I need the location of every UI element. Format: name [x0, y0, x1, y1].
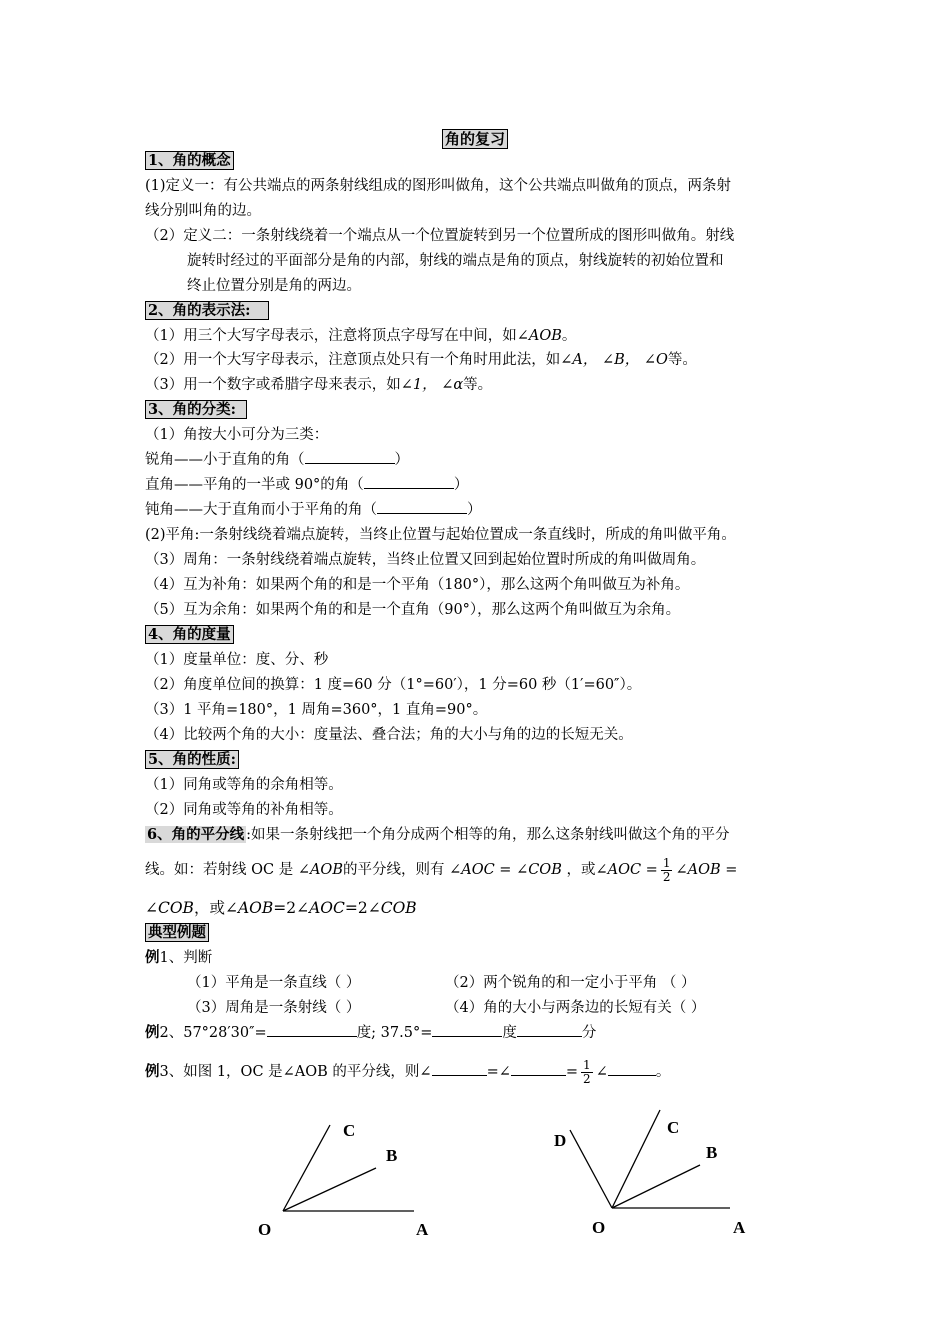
example-1: 例1、判断 — [145, 949, 213, 966]
s3-acute: 锐角——小于直角的角（ ） — [145, 452, 409, 468]
s3-line5: （5）互为余角：如果两个角的和是一个直角（90°），那么这两个角叫做互为余角。 — [145, 602, 681, 618]
s2-line1: （1）用三个大写字母表示，注意将顶点字母写在中间，如∠AOB。 — [145, 328, 577, 344]
fig1-label-o: O — [258, 1220, 272, 1239]
section-2-heading: 2、角的表示法: — [145, 301, 269, 321]
s1-def1-line2: 线分别叫角的边。 — [145, 203, 261, 219]
s2-line3: （3）用一个数字或希腊字母来表示，如∠1， ∠α等。 — [145, 377, 493, 393]
ex1-q2: （2）两个锐角的和一定小于平角 （ ） — [445, 975, 696, 991]
s6-line3: ∠COB，或∠AOB=2∠AOC=2∠COB — [145, 899, 417, 917]
s5-line1: （1）同角或等角的余角相等。 — [145, 777, 343, 793]
example-2: 例2、57°28′30″= 度; 37.5°= 度 分 — [145, 1024, 597, 1041]
examples-heading: 典型例题 — [145, 923, 209, 943]
s3-obtuse: 钝角——大于直角而小于平角的角（ ） — [145, 502, 482, 518]
fig1-label-a: A — [416, 1220, 429, 1239]
s1-def2-line3: 终止位置分别是角的两边。 — [187, 278, 361, 294]
s1-def2-line2: 旋转时经过的平面部分是角的内部，射线的端点是角的顶点，射线旋转的初始位置和 — [187, 253, 724, 269]
fig2-label-b: B — [706, 1143, 718, 1162]
section-5-heading: 5、角的性质: — [145, 750, 239, 770]
s5-line2: （2）同角或等角的补角相等。 — [145, 802, 343, 818]
s3-line3: （3）周角：一条射线绕着端点旋转，当终止位置又回到起始位置时所成的角叫做周角。 — [145, 552, 706, 568]
section-4-heading: 4、角的度量 — [145, 625, 234, 645]
s1-def1-line1: (1)定义一：有公共端点的两条射线组成的图形叫做角，这个公共端点叫做角的顶点，两条射 — [145, 178, 732, 194]
s6-line2: 线。如：若射线 OC 是 ∠AOB的平分线，则有 ∠AOC = ∠COB ，或∠AOC = $\frac{1}{2}$ ∠AOB = — [145, 855, 738, 884]
s2-line2: （2）用一个大写字母表示，注意顶点处只有一个角时用此法，如∠A， ∠B， ∠O等。 — [145, 352, 697, 368]
section-1-heading: 1、角的概念 — [145, 151, 234, 171]
example-3: 例3、如图 1，OC 是∠AOB 的平分线，则∠ =∠ = $\frac{1}{2}$ ∠ 。 — [145, 1057, 671, 1086]
document-title: 角的复习 — [0, 128, 950, 149]
ex3-one-half-fraction: $\frac{1}{2}$ — [583, 1057, 591, 1086]
fig2-ray-od — [570, 1130, 612, 1208]
fig1-label-b: B — [386, 1146, 398, 1165]
fig2-label-c: C — [667, 1118, 680, 1137]
section-3-heading: 3、角的分类: — [145, 400, 247, 420]
fig1-ray-ob — [283, 1168, 376, 1211]
s4-line2: （2）角度单位间的换算：1 度=60 分（1°=60′），1 分=60 秒（1′=60″）。 — [145, 677, 642, 693]
ex1-q3: （3）周角是一条射线（ ） — [187, 1000, 361, 1016]
fig2-label-o: O — [592, 1218, 606, 1237]
s3-line2: (2)平角:一条射线绕着端点旋转，当终止位置与起始位置成一条直线时，所成的角叫做平角。 — [145, 527, 736, 543]
ex1-q1: （1）平角是一条直线（ ） — [187, 975, 361, 991]
s1-def2-line1: （2）定义二：一条射线绕着一个端点从一个位置旋转到另一个位置所成的图形叫做角。射线 — [145, 228, 735, 244]
one-half-fraction: $\frac{1}{2}$ — [662, 855, 671, 884]
fig1-label-c: C — [343, 1121, 356, 1140]
s4-line4: （4）比较两个角的大小：度量法、叠合法；角的大小与角的边的长短无关。 — [145, 727, 633, 743]
fig1-ray-oc — [283, 1125, 330, 1211]
s3-line4: （4）互为补角：如果两个角的和是一个平角（180°），那么这两个角叫做互为补角。 — [145, 577, 690, 593]
fig2-ray-ob — [612, 1165, 700, 1208]
ex1-q4: （4）角的大小与两条边的长短有关（ ） — [445, 1000, 706, 1016]
s3-right: 直角——平角的一半或 90°的角（ ） — [145, 477, 469, 493]
fig2-label-d: D — [554, 1131, 567, 1150]
s4-line1: （1）度量单位：度、分、秒 — [145, 652, 329, 668]
fig2-label-a: A — [733, 1218, 746, 1237]
s4-line3: （3）1 平角=180°，1 周角=360°，1 直角=90°。 — [145, 702, 488, 718]
fig2-ray-oc — [612, 1110, 660, 1208]
s6-line1: 6、角的平分线 :如果一条射线把一个角分成两个相等的角，那么这条射线叫做这个角的平分 — [147, 826, 730, 843]
s3-line1: （1）角按大小可分为三类： — [145, 427, 329, 443]
